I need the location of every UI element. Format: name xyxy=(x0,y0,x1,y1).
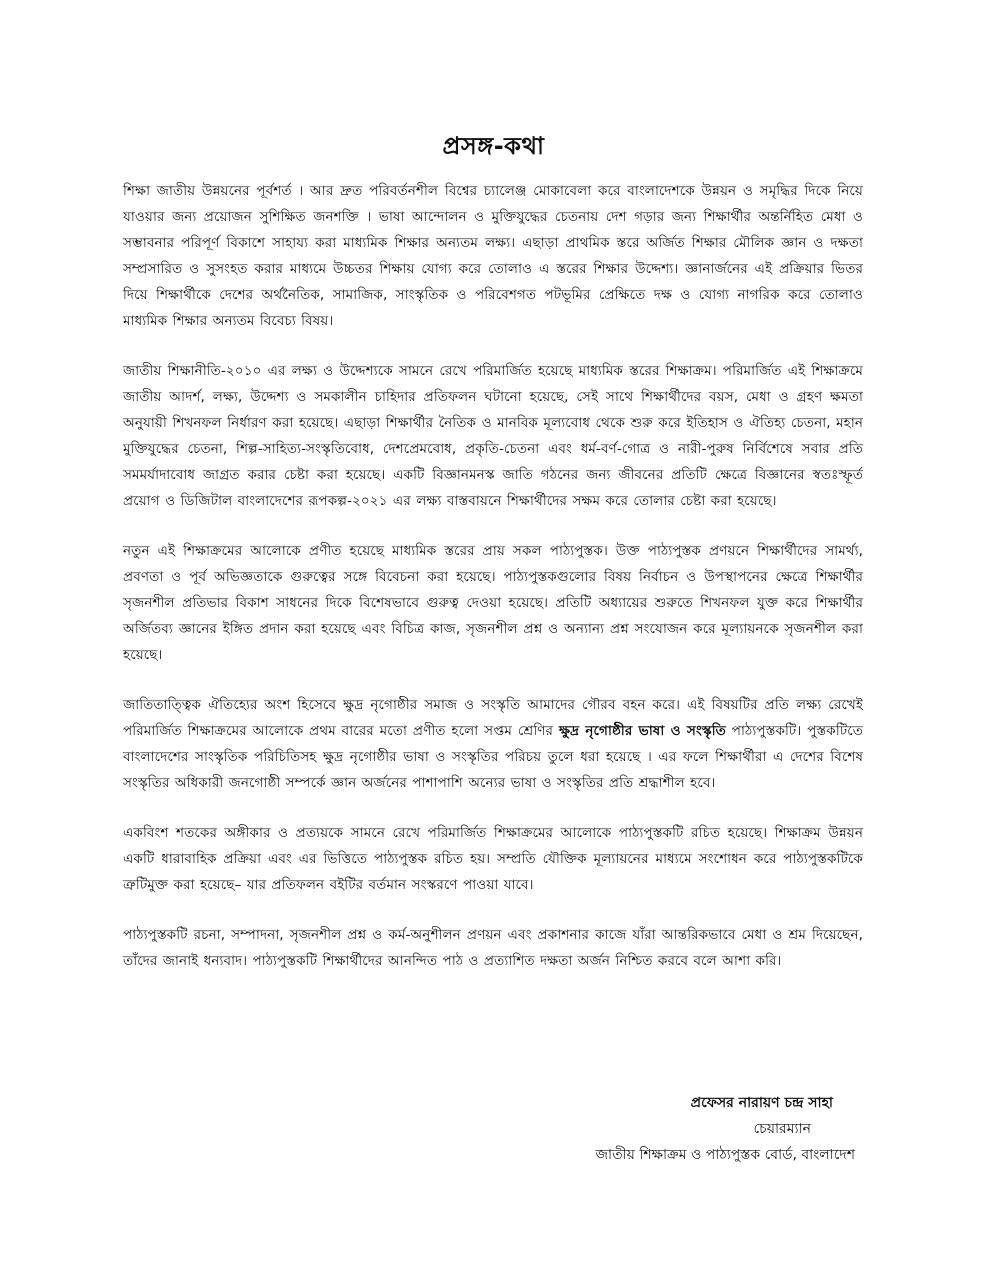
paragraph-4-rest: পাঠ্যপুস্তকটি। পুস্তকটিতে বাংলাদেশের সাংস্কৃতিক পরিচিতিসহ ক্ষুদ্র নৃগোষ্ঠীর ভাষা ও সংস্কৃতির পরিচয় তুলে ধরা হয়েছে । এর ফলে শিক্ষার্থীরা এ দেশের বিশেষ সংস্কৃতির অধিকারী জনগোষ্ঠী সম্পর্কে জ্ঞান অর্জনের পাশাপাশি অন্যের ভাষা ও সংস্কৃতির প্রতি শ্রদ্ধাশীল হবে। xyxy=(123,723,863,791)
book-title-bold: ক্ষুদ্র নৃগোষ্ঠীর ভাষা ও সংস্কৃতি xyxy=(558,723,726,739)
signature-block xyxy=(596,1090,855,1168)
page-title: প্রসঙ্গ-কথা xyxy=(442,132,545,160)
paragraph-4 xyxy=(123,692,863,796)
signatory-organization: জাতীয় শিক্ষাক্রম ও পাঠ্যপুস্তক বোর্ড, বাংলাদেশ xyxy=(595,1147,855,1163)
paragraph-4-intro: জাতিতাত্ত্বিক ঐতিহ্যের অংশ হিসেবে ক্ষুদ্র নৃগোষ্ঠীর সমাজ ও সংস্কৃতি আমাদের গৌরব বহন করে। এই বিষয়টির প্রতি লক্ষ্য রেখেই পরিমার্জিত শিক্ষাক্রমের আলোকে প্রথম বারের মতো প্রণীত হলো সপ্তম শ্রেণির xyxy=(123,697,863,739)
document-body xyxy=(123,178,863,998)
paragraph-3: নতুন এই শিক্ষাক্রমের আলোকে প্রণীত হয়েছে মাধ্যমিক স্তরের প্রায় সকল পাঠ্যপুস্তক। উক্ত পাঠ্যপুস্তক প্রণয়নে শিক্ষার্থীদের সামর্থ্য, প্রবণতা ও পূর্ব অভিজ্ঞতাকে গুরুত্বের সঙ্গে বিবেচনা করা হয়েছে। পাঠ্যপুস্তকগুলোর বিষয় নির্বাচন ও উপস্থাপনের ক্ষেত্রে শিক্ষার্থীর সৃজনশীল প্রতিভার বিকাশ সাধনের দিকে বিশেষভাবে গুরুত্ব দেওয়া হয়েছে। প্রতিটি অধ্যায়ের শুরুতে শিখনফল যুক্ত করে শিক্ষার্থীর অর্জিতব্য জ্ঞানের ইঙ্গিত প্রদান করা হয়েছে এবং বিচিত্র কাজ, সৃজনশীল প্রশ্ন ও অন্যান্য প্রশ্ন সংযোজন করে মূল্যায়নকে সৃজনশীল করা হয়েছে। xyxy=(123,543,863,663)
paragraph-5: একবিংশ শতকের অঙ্গীকার ও প্রত্যয়কে সামনে রেখে পরিমার্জিত শিক্ষাক্রমের আলোকে পাঠ্যপুস্তকটি রচিত হয়েছে। শিক্ষাক্রম উন্নয়ন একটি ধারাবাহিক প্রক্রিয়া এবং এর ভিত্তিতে পাঠ্যপুস্তক রচিত হয়। সম্প্রতি যৌক্তিক মূল্যায়নের মাধ্যমে সংশোধন করে পাঠ্যপুস্তকটিকে ত্রুটিমুক্ত করা হয়েছে– যার প্রতিফলন বইটির বর্তমান সংস্করণে পাওয়া যাবে। xyxy=(123,825,863,893)
paragraph-2: জাতীয় শিক্ষানীতি-২০১০ এর লক্ষ্য ও উদ্দেশ্যকে সামনে রেখে পরিমার্জিত হয়েছে মাধ্যমিক স্তরের শিক্ষাক্রম। পরিমার্জিত এই শিক্ষাক্রমে জাতীয় আদর্শ, লক্ষ্য, উদ্দেশ্য ও সমকালীন চাহিদার প্রতিফলন ঘটানো হয়েছে, সেই সাথে শিক্ষার্থীদের বয়স, মেধা ও গ্রহণ ক্ষমতা অনুযায়ী শিখনফল নির্ধারণ করা হয়েছে। এছাড়া শিক্ষার্থীর নৈতিক ও মানবিক মূল্যবোধ থেকে শুরু করে ইতিহাস ও ঐতিহ্য চেতনা, মহান মুক্তিযুদ্ধের চেতনা, শিল্প-সাহিত্য-সংস্কৃতিবোধ, দেশপ্রেমবোধ, প্রকৃতি-চেতনা এবং ধর্ম-বর্ণ-গোত্র ও নারী-পুরুষ নির্বিশেষে সবার প্রতি সমমর্যাদাবোধ জাগ্রত করার চেষ্টা করা হয়েছে। একটি বিজ্ঞানমনস্ক জাতি গঠনের জন্য জীবনের প্রতিটি ক্ষেত্রে বিজ্ঞানের স্বতঃস্ফূর্ত প্রয়োগ ও ডিজিটাল বাংলাদেশের রূপকল্প-২০২১ এর লক্ষ্য বাস্তবায়নে শিক্ষার্থীদের সক্ষম করে তোলার চেষ্টা করা হয়েছে। xyxy=(123,363,863,509)
signatory-name: প্রফেসর নারায়ণ চন্দ্র সাহা xyxy=(690,1095,833,1111)
paragraph-1: শিক্ষা জাতীয় উন্নয়নের পূর্বশর্ত । আর দ্রুত পরিবর্তনশীল বিশ্বের চ্যালেঞ্জ মোকাবেলা করে বাংলাদেশকে উন্নয়ন ও সমৃদ্ধির দিকে নিয়ে যাওয়ার জন্য প্রয়োজন সুশিক্ষিত জনশক্তি । ভাষা আন্দোলন ও মুক্তিযুদ্ধের চেতনায় দেশ গড়ার জন্য শিক্ষার্থীর অন্তর্নিহিত মেধা ও সম্ভাবনার পরিপূর্ণ বিকাশে সাহায্য করা মাধ্যমিক শিক্ষার অন্যতম লক্ষ্য। এছাড়া প্রাথমিক স্তরে অর্জিত শিক্ষার মৌলিক জ্ঞান ও দক্ষতা সম্প্রসারিত ও সুসংহত করার মাধ্যমে উচ্চতর শিক্ষায় যোগ্য করে তোলাও এ স্তরের শিক্ষার উদ্দেশ্য। জ্ঞানার্জনের এই প্রক্রিয়ার ভিতর দিয়ে শিক্ষার্থীকে দেশের অর্থনৈতিক, সামাজিক, সাংস্কৃতিক ও পরিবেশগত পটভূমির প্রেক্ষিতে দক্ষ ও যোগ্য নাগরিক করে তোলাও মাধ্যমিক শিক্ষার অন্যতম বিবেচ্য বিষয়। xyxy=(123,183,863,329)
signatory-role: চেয়ারম্যান xyxy=(753,1121,811,1137)
paragraph-6: পাঠ্যপুস্তকটি রচনা, সম্পাদনা, সৃজনশীল প্রশ্ন ও কর্ম-অনুশীলন প্রণয়ন এবং প্রকাশনার কাজে যাঁরা আন্তরিকভাবে মেধা ও শ্রম দিয়েছেন, তাঁদের জানাই ধন্যবাদ। পাঠ্যপুস্তকটি শিক্ষার্থীদের আনন্দিত পাঠ ও প্রত্যাশিত দক্ষতা অর্জন নিশ্চিত করবে বলে আশা করি। xyxy=(123,927,863,969)
